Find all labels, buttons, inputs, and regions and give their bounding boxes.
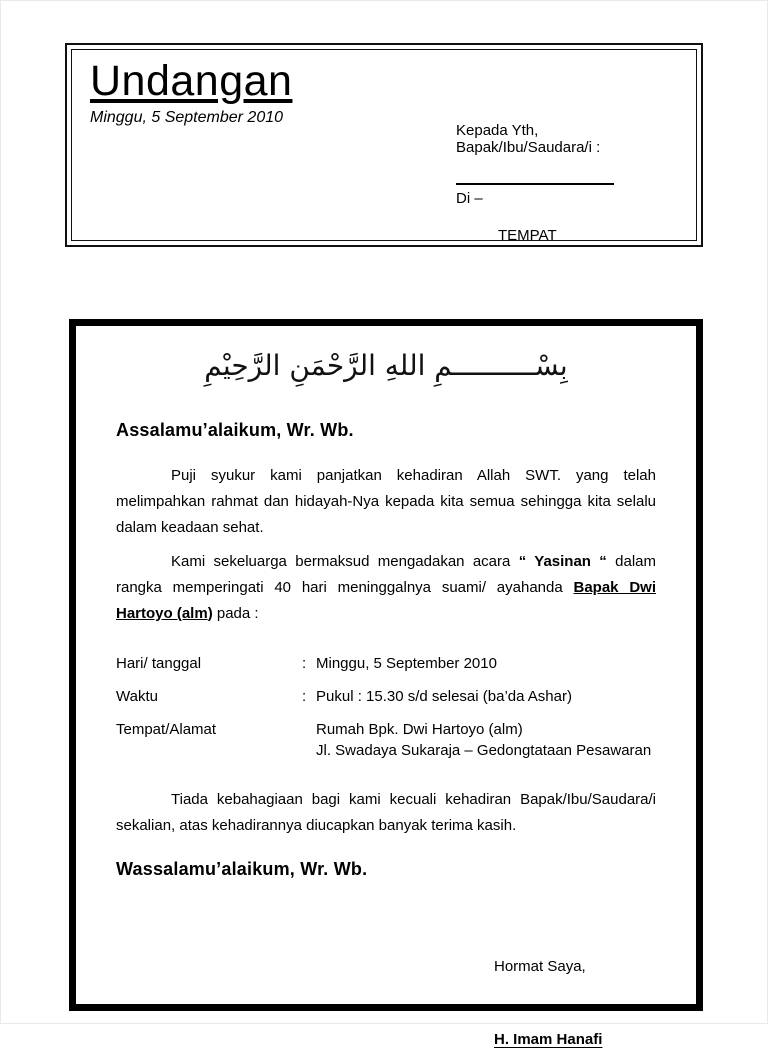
recipient-tempat-label: TEMPAT: [498, 227, 557, 244]
bismillah-calligraphy: بِسْــــــــــمِ اللهِ الرَّحْمَنِ الرَّحِيْمِ: [204, 349, 568, 382]
detail-label-date: Hari/ tanggal: [116, 655, 202, 672]
envelope-date: Minggu, 5 September 2010: [90, 109, 284, 127]
paragraph-invitation: [116, 549, 656, 627]
recipient-di-label: Di –: [456, 190, 483, 207]
detail-label-place: Tempat/Alamat: [116, 721, 217, 738]
signature-label: Hormat Saya,: [494, 958, 586, 975]
envelope-card: [65, 43, 703, 247]
detail-value-date: Minggu, 5 September 2010: [316, 655, 497, 672]
signature-name: H. Imam Hanafi: [494, 1031, 603, 1048]
detail-row-place: [116, 719, 656, 761]
opening-salutation: Assalamu’alaikum, Wr. Wb.: [116, 420, 354, 440]
detail-sep-date: :: [302, 655, 307, 672]
detail-sep-time: :: [302, 688, 307, 705]
paragraph-gratitude: Puji syukur kami panjatkan kehadiran Allah SWT. yang telah melimpahkan rahmat dan hidayah-Nya kepada kita semua sehingga kita selalu dalam keadaan sehat.: [116, 467, 656, 536]
signature-block: [494, 958, 656, 1048]
invitation-text-1: Kami sekeluarga bermaksud mengadakan acara: [171, 553, 519, 570]
place-line-1: Rumah Bpk. Dwi Hartoyo (alm): [316, 721, 523, 738]
envelope-title: Undangan: [90, 57, 293, 105]
recipient-name-blank-line: [456, 183, 614, 185]
detail-value-place: [316, 719, 656, 761]
detail-label-time: Waktu: [116, 688, 158, 705]
letter-card: [69, 319, 703, 1048]
detail-row-date: [116, 653, 656, 674]
detail-row-time: [116, 686, 656, 707]
event-details: [116, 653, 656, 761]
deceased-name: Bapak Dwi Hartoyo (alm: [116, 579, 656, 622]
recipient-block: [456, 122, 614, 244]
envelope-inner-border: [71, 49, 697, 244]
closing-salutation: Wassalamu’alaikum, Wr. Wb.: [116, 859, 368, 879]
detail-value-time: Pukul : 15.30 s/d selesai (ba’da Ashar): [316, 688, 572, 705]
place-line-2: Jl. Swadaya Sukaraja – Gedongtataan Pesawaran: [316, 742, 652, 759]
paragraph-closing: Tiada kebahagiaan bagi kami kecuali kehadiran Bapak/Ibu/Saudara/i sekalian, atas kehadirannya diucapkan banyak terima kasih.: [116, 791, 656, 834]
invitation-text-2: dalam rangka memperingati 40 hari meninggalnya suami/ ayahanda: [116, 553, 657, 596]
deceased-name-paren: ): [207, 605, 213, 622]
recipient-greeting: Kepada Yth,: [456, 122, 539, 139]
event-name-yasinan: “ Yasinan “: [518, 553, 607, 570]
invitation-text-3: pada :: [212, 605, 259, 622]
recipient-addressee: Bapak/Ibu/Saudara/i :: [456, 139, 601, 156]
